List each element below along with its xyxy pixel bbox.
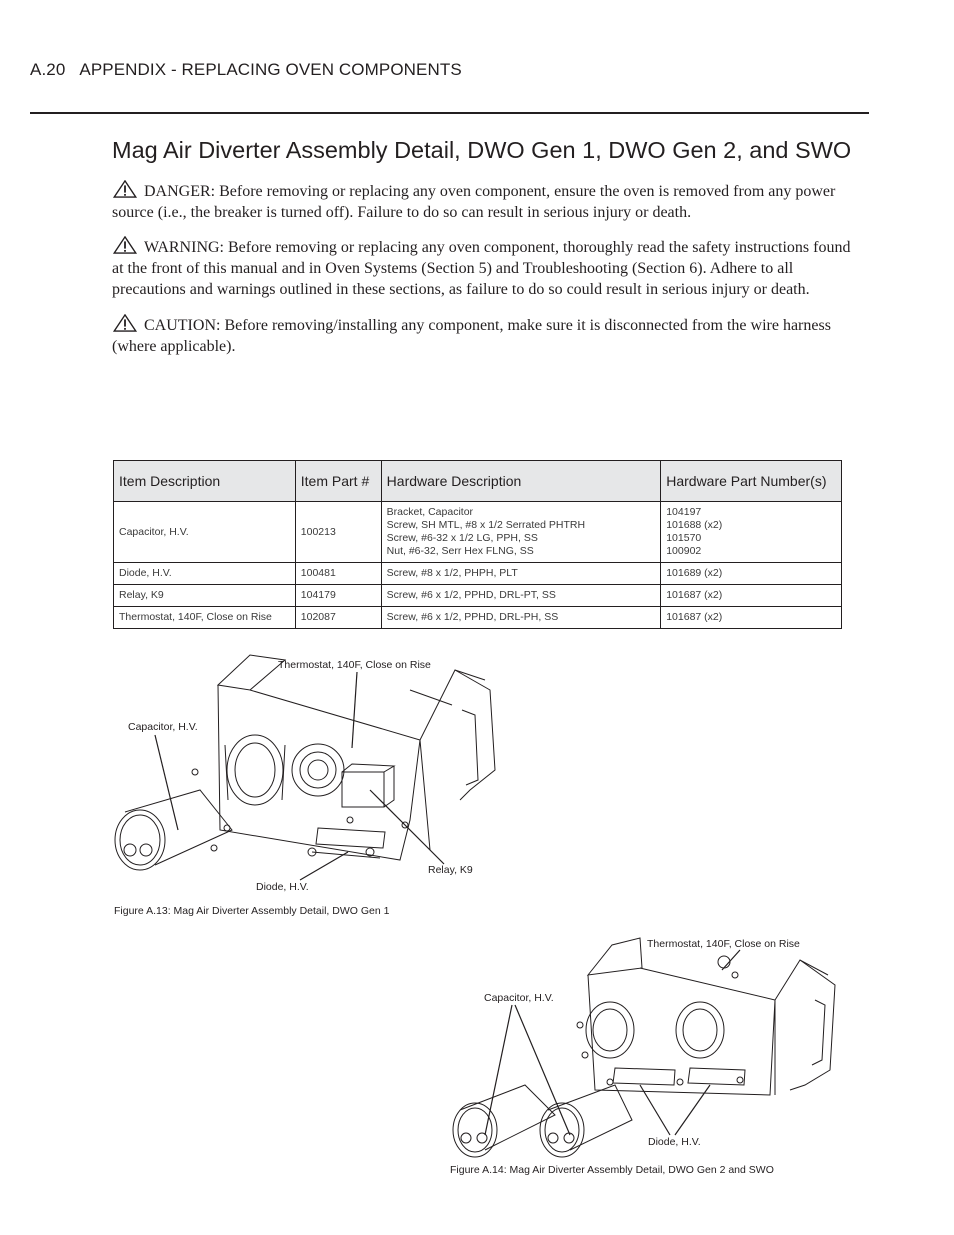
warning-notice: [112, 236, 857, 300]
hardware-part-numbers: [661, 502, 842, 563]
hardware-part-line: 101688 (x2): [666, 519, 723, 531]
section-header: [30, 60, 462, 80]
table-row: [114, 607, 842, 629]
warning-triangle-icon: [112, 180, 138, 198]
figure-a14-drawing: [445, 930, 845, 1175]
fig2-thermostat-label: Thermostat, 140F, Close on Rise: [647, 938, 800, 950]
fig1-capacitor-label: Capacitor, H.V.: [128, 721, 198, 733]
column-header: Hardware Description: [381, 461, 661, 502]
warning-text: WARNING: Before removing or replacing any oven component, thoroughly read the safety instructions found at the front of this manual and in Oven Systems (Section 5) and Troubleshooting (Section 6). Adhere to all precautions and warnings outlined in these sections, as failure to do so could result in serious injury or death.: [112, 239, 851, 298]
item-part-number: 100213: [295, 502, 381, 563]
caution-notice: [112, 314, 857, 357]
hardware-description: [381, 502, 661, 563]
figure-a13-caption: Figure A.13: Mag Air Diverter Assembly Detail, DWO Gen 1: [114, 905, 390, 917]
fig1-relay-label: Relay, K9: [428, 864, 473, 876]
column-header: Hardware Part Number(s): [661, 461, 842, 502]
hardware-part-numbers: 101687 (x2): [661, 585, 842, 607]
item-description: Diode, H.V.: [114, 563, 296, 585]
warning-triangle-icon: [112, 314, 138, 332]
fig2-diode-label: Diode, H.V.: [648, 1136, 701, 1148]
danger-notice: [112, 180, 857, 223]
figure-a14-caption: Figure A.14: Mag Air Diverter Assembly Detail, DWO Gen 2 and SWO: [450, 1164, 774, 1176]
page-title: Mag Air Diverter Assembly Detail, DWO Gen 1, DWO Gen 2, and SWO: [112, 137, 852, 163]
caution-text: CAUTION: Before removing/installing any component, make sure it is disconnected from the wire harness (where applicable).: [112, 317, 831, 355]
table-row: [114, 585, 842, 607]
table-header-row: [114, 461, 842, 502]
parts-table: [113, 460, 842, 629]
table-row: [114, 502, 842, 563]
hardware-description: Screw, #6 x 1/2, PPHD, DRL-PT, SS: [381, 585, 661, 607]
hardware-line: Screw, #6-32 x 1/2 LG, PPH, SS: [386, 532, 538, 544]
column-header: Item Description: [114, 461, 296, 502]
item-description: Relay, K9: [114, 585, 296, 607]
hardware-part-line: 101570: [666, 532, 702, 544]
hardware-part-line: 100902: [666, 545, 702, 557]
fig1-thermostat-label: Thermostat, 140F, Close on Rise: [278, 659, 431, 671]
hardware-line: Bracket, Capacitor: [386, 506, 474, 518]
hardware-description: Screw, #6 x 1/2, PPHD, DRL-PH, SS: [381, 607, 661, 629]
hardware-part-numbers: 101689 (x2): [661, 563, 842, 585]
section-number: A.20: [30, 60, 66, 79]
fig1-diode-label: Diode, H.V.: [256, 881, 309, 893]
column-header: Item Part #: [295, 461, 381, 502]
hardware-part-numbers: 101687 (x2): [661, 607, 842, 629]
hardware-part-line: 104197: [666, 506, 702, 518]
fig2-capacitor-label: Capacitor, H.V.: [484, 992, 554, 1004]
figure-a13-drawing: [105, 645, 505, 895]
item-description: Thermostat, 140F, Close on Rise: [114, 607, 296, 629]
item-part-number: 104179: [295, 585, 381, 607]
table-row: [114, 563, 842, 585]
warning-triangle-icon: [112, 236, 138, 254]
hardware-line: Screw, SH MTL, #8 x 1/2 Serrated PHTRH: [386, 519, 586, 531]
item-description: Capacitor, H.V.: [114, 502, 296, 563]
danger-text: DANGER: Before removing or replacing any oven component, ensure the oven is removed from any power source (i.e., the breaker is turned off). Failure to do so can result in serious injury or death.: [112, 183, 836, 221]
item-part-number: 102087: [295, 607, 381, 629]
hardware-description: Screw, #8 x 1/2, PHPH, PLT: [381, 563, 661, 585]
item-part-number: 100481: [295, 563, 381, 585]
hardware-line: Nut, #6-32, Serr Hex FLNG, SS: [386, 545, 534, 557]
header-rule: [30, 112, 869, 114]
section-title: APPENDIX - REPLACING OVEN COMPONENTS: [79, 60, 462, 79]
